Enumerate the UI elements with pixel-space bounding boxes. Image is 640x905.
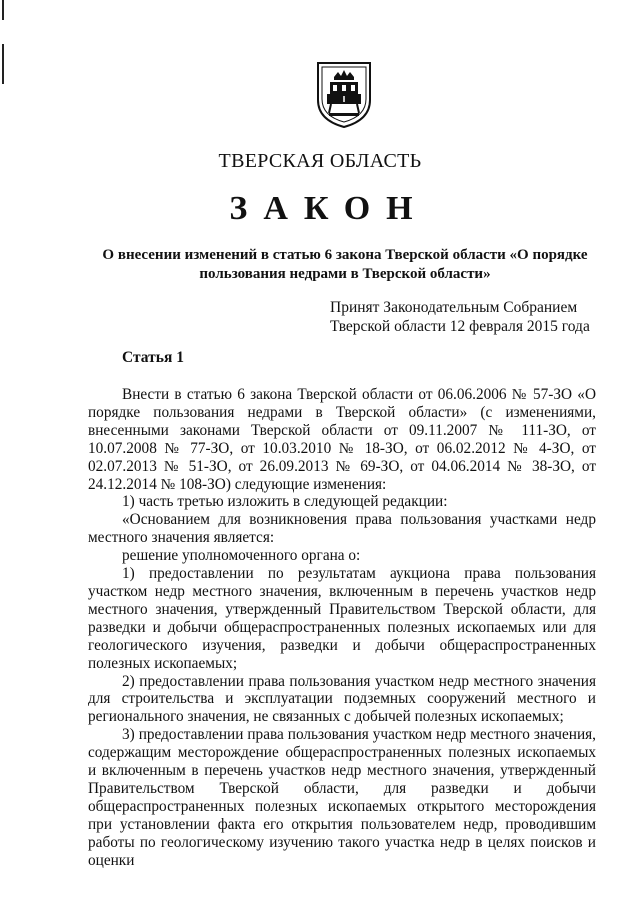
subtitle-line: пользования недрами в Тверской области» <box>199 266 491 282</box>
article-heading: Статья 1 <box>122 349 184 366</box>
body-paragraph: 2) предоставлении права пользования участком недр местного значения для строительства и эксплуатации подземных сооружений местного и регионального значения, не связанных с добычей полезных ископаемых; <box>88 672 596 726</box>
adoption-note <box>330 298 590 336</box>
region-name: ТВЕРСКАЯ ОБЛАСТЬ <box>218 150 422 172</box>
body-paragraph: «Основанием для возникновения права пользования участками недр местного значения является: <box>88 511 596 547</box>
body-paragraph: 1) часть третью изложить в следующей редакции: <box>122 493 448 511</box>
scan-edge-mark <box>2 44 4 84</box>
body-paragraph: 1) предоставлении по результатам аукциона права пользования участком недр местного значения, включенным в перечень участков недр местного значения, утвержденный Правительством Тверской области, для разведки и добычи общераспространенных полезных ископаемых или для геологического изучения, разведки и добычи общераспространенных полезных ископаемых; <box>88 565 596 672</box>
adoption-line: Принят Законодательным Собранием <box>330 299 578 316</box>
adoption-line: Тверской области 12 февраля 2015 года <box>330 318 590 335</box>
subtitle-line: О внесении изменений в статью 6 закона Тверской области «О порядке <box>102 247 588 263</box>
scan-edge-mark <box>2 0 4 20</box>
document-title: ЗАКОН <box>229 190 429 227</box>
coat-of-arms-icon <box>315 60 373 130</box>
article-body <box>88 386 596 869</box>
law-subtitle <box>90 246 600 284</box>
body-paragraph: решение уполномоченного органа о: <box>122 547 361 565</box>
body-paragraph: Внести в статью 6 закона Тверской области от 06.06.2006 № 57-ЗО «О порядке пользования недрами в Тверской области» (с изменениями, внесенными законами Тверской области от 09.11.2007 № 111-ЗО, от 10.07.2008 № 77-ЗО, от 10.03.2010 № 18-ЗО, от 06.02.2012 № 4-ЗО, от 02.07.2013 № 51-ЗО, от 26.09.2013 № 69-ЗО, от 04.06.2014 № 38-ЗО, от 24.12.2014 № 108-ЗО) следующие изменения: <box>88 386 596 493</box>
body-paragraph: 3) предоставлении права пользования участком недр местного значения, содержащим месторождение общераспространенных полезных ископаемых и включенным в перечень участков недр местного значения, утвержденный Правительством Тверской области, для разведки и добычи общераспространенных полезных ископаемых открытого месторождения при установлении факта его открытия пользователем недр, проводившим работы по геологическому изучению такого участка недр в целях поисков и оценки <box>88 726 596 869</box>
